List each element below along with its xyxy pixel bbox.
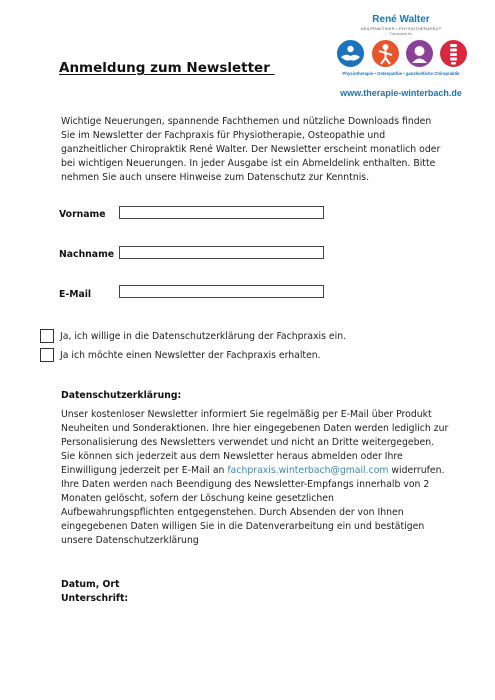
- privacy-text-part1: Unser kostenloser Newsletter informiert Sie regelmäßig per E-Mail über Produkt Neuheiten und Sonderaktionen. Ihre hier eingegebenen Daten werden lediglich zur Personalisierung des Newsletters verwendet und nicht an Dritte weitergegeben. Sie können sich jederzeit aus dem Newsletter heraus abmelden oder Ihre Einwilligung jederzeit per E-Mail an: [61, 409, 449, 476]
- holistic-head-icon: [406, 40, 433, 67]
- datenschutz-consent-label: Ja, ich willige in die Datenschutzerklärung der Fachpraxis ein.: [60, 331, 347, 342]
- website-url: www.therapie-winterbach.de: [340, 88, 462, 98]
- intro-text: Wichtige Neuerungen, spannende Fachthemen und nützliche Downloads finden Sie im Newsletter der Fachpraxis für Physiotherapie, Osteopathie und ganzheitlicher Chiropraktik René Walter. Der Newsletter erscheint monatlich oder bei wichtigen Neuerungen. In jeder Ausgabe ist ein Abmeldelink enthalten. Bitte nehmen Sie auch unsere Hinweise zum Datenschutz zur Kenntnis.: [61, 116, 441, 183]
- newsletter-checkbox[interactable]: [40, 348, 54, 362]
- email-label: E-Mail: [59, 289, 92, 300]
- chiropractic-spine-icon: [440, 40, 467, 67]
- logo-subtitle: HEILPRAKTIKER • PHYSIOTHERAPEUT: [360, 26, 442, 31]
- email-input[interactable]: [119, 285, 324, 298]
- logo-name: René Walter: [372, 14, 430, 25]
- page-title: Anmeldung zum Newsletter: [59, 60, 275, 76]
- contact-email-link[interactable]: fachpraxis.winterbach@gmail.com: [227, 465, 389, 476]
- vorname-label: Vorname: [59, 209, 106, 220]
- datenschutz-checkbox[interactable]: [40, 329, 54, 343]
- date-place-label: Datum, Ort: [61, 579, 120, 590]
- physiotherapy-hands-icon: [337, 40, 364, 67]
- nachname-label: Nachname: [59, 249, 115, 260]
- logo-tagline: Fachpraxis für: [389, 32, 413, 36]
- signature-label: Unterschrift:: [61, 593, 129, 604]
- privacy-text-part2: widerrufen. Ihre Daten werden nach Beendigung des Newsletter-Empfangs innerhalb von 2 Monaten gelöscht, sofern der Löschung keine gesetzlichen Aufbewahrungspflichten entgegenstehen. Durch Absenden der von Ihnen eingegebenen Daten willigen Sie in die Datenverarbeitung ein und bestätigen unsere Datenschutzerklärung: [61, 465, 445, 546]
- privacy-heading: Datenschutzerklärung:: [61, 390, 182, 401]
- nachname-input[interactable]: [119, 246, 324, 259]
- logo-services: Physiotherapie • Osteopathie • ganzheitliche Chiropraktik: [342, 71, 460, 76]
- privacy-text: [61, 408, 449, 548]
- vorname-input[interactable]: [119, 206, 324, 219]
- osteopathy-figure-icon: [372, 40, 399, 67]
- newsletter-consent-label: Ja ich möchte einen Newsletter der Fachpraxis erhalten.: [60, 350, 321, 361]
